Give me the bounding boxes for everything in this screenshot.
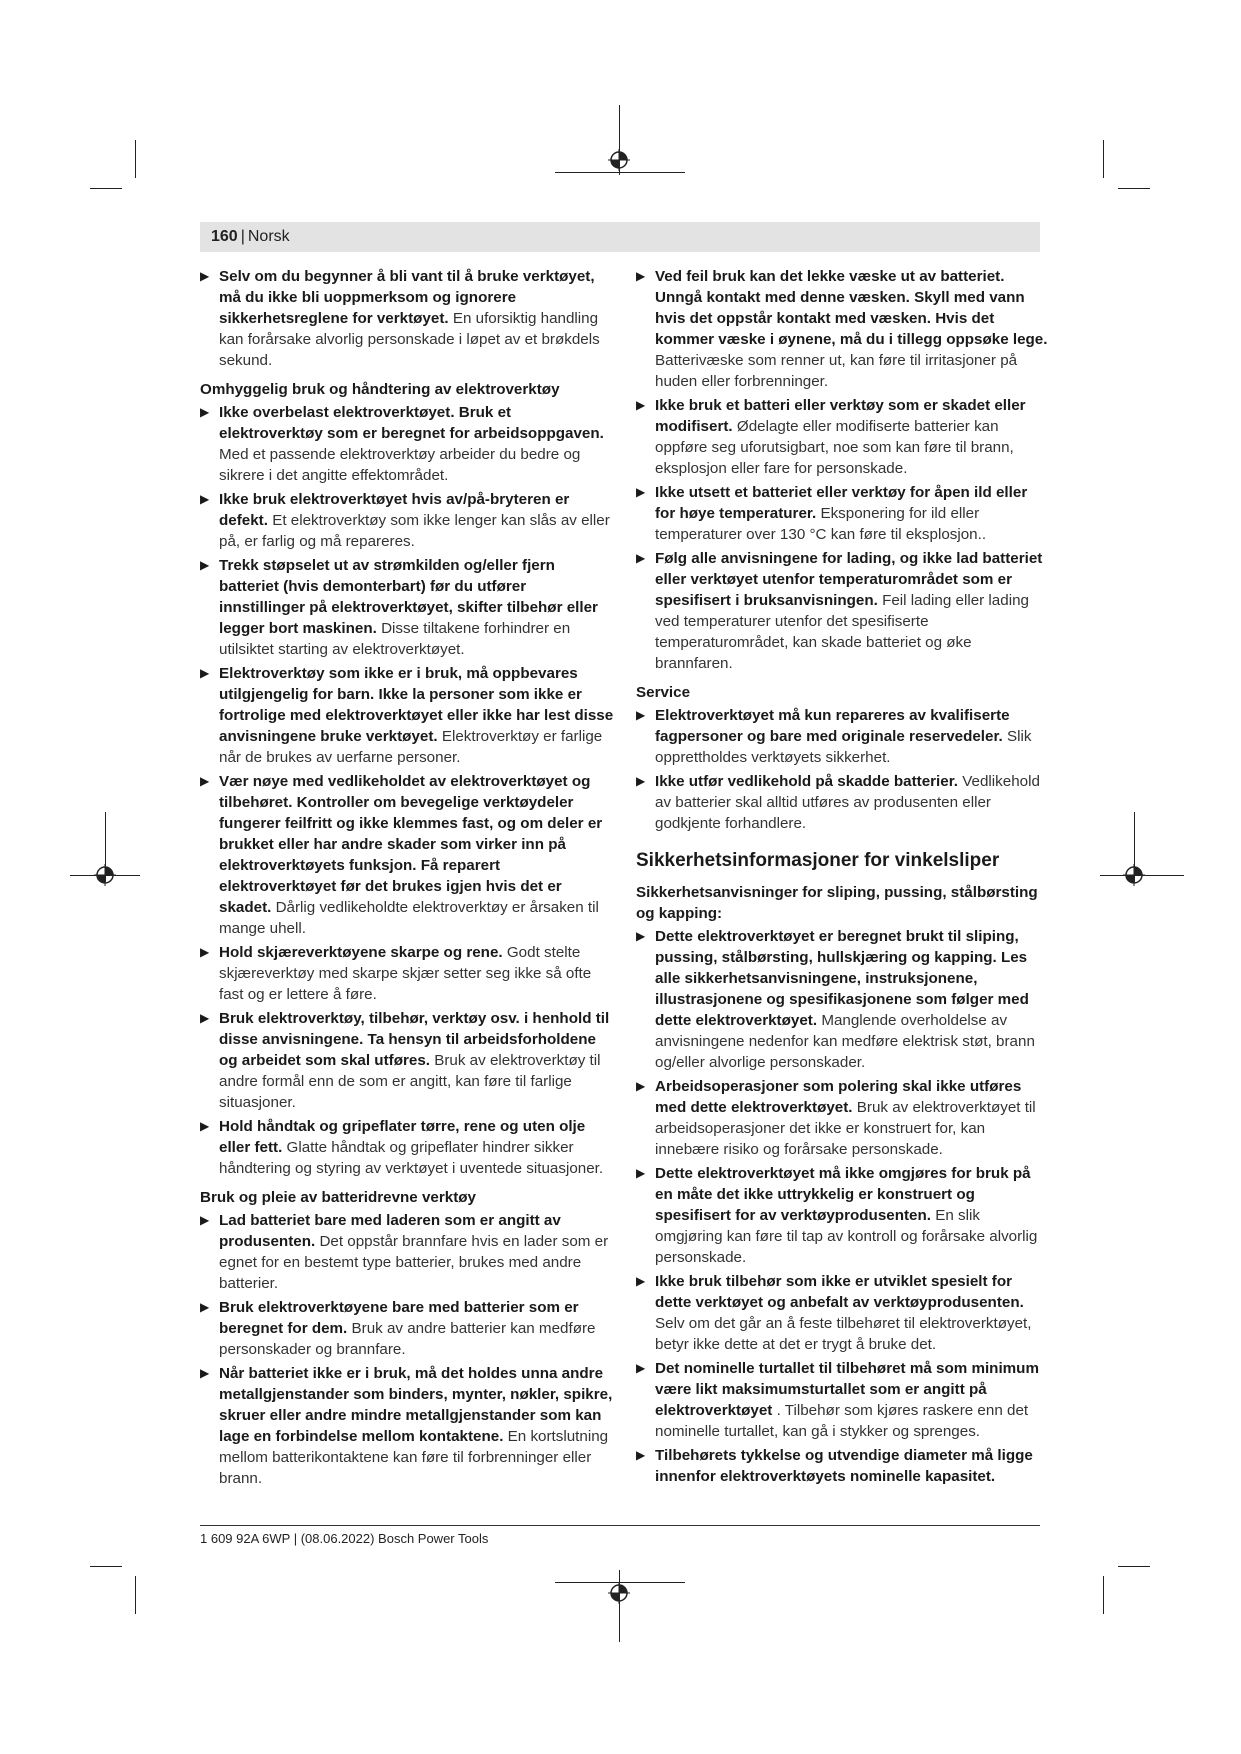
item-lead: Trekk støpselet ut av strømkilden og/eller fjern batteriet (hvis demonterbart) før du utfører innstillinger på elektroverktøyet, skifter tilbehør eller legger bort maskinen. bbox=[219, 557, 598, 637]
bullet-triangle-icon: ▶ bbox=[636, 929, 646, 943]
crop-mark bbox=[1118, 188, 1150, 189]
crop-mark bbox=[135, 1576, 136, 1614]
item-body: Vedlikehold av batterier skal alltid utføres av produsenten eller godkjente forhandlere. bbox=[655, 773, 1040, 832]
item-lead: Tilbehørets tykkelse og utvendige diameter må ligge innenfor elektroverktøyets nominelle kapasitet. bbox=[655, 1447, 1033, 1485]
crop-mark bbox=[90, 188, 122, 189]
item-body: Ødelagte eller modifiserte batterier kan oppføre seg uforutsigbart, noe som kan føre til brann, eksplosjon eller fare for personskade. bbox=[655, 418, 1014, 477]
item-lead: Lad batteriet bare med laderen som er angitt av produsenten. bbox=[219, 1212, 561, 1250]
safety-item bbox=[636, 482, 1051, 545]
bullet-triangle-icon: ▶ bbox=[636, 1361, 646, 1375]
bullet-triangle-icon: ▶ bbox=[200, 1366, 210, 1380]
crop-mark bbox=[90, 1566, 122, 1567]
item-lead: Ikke overbelast elektroverktøyet. Bruk et elektroverktøy som er beregnet for arbeidsoppgaven. bbox=[219, 404, 604, 442]
item-body: Det oppstår brannfare hvis en lader som er egnet for en bestemt type batterier, brukes med andre batterier. bbox=[219, 1233, 609, 1292]
item-lead: Selv om du begynner å bli vant til å bruke verktøyet, må du ikke bli uoppmerksom og ignorere sikkerhetsreglene for verktøyet. bbox=[219, 268, 595, 327]
bullet-triangle-icon: ▶ bbox=[636, 551, 646, 565]
item-body: Disse tiltakene forhindrer en utilsiktet starting av elektroverktøyet. bbox=[219, 620, 571, 658]
item-lead: Ikke bruk elektroverktøyet hvis av/på-bryteren er defekt. bbox=[219, 491, 570, 529]
safety-item bbox=[636, 266, 1051, 392]
safety-item bbox=[200, 555, 615, 660]
page-number: 160 bbox=[211, 228, 238, 245]
safety-item bbox=[200, 1297, 615, 1360]
item-lead: Bruk elektroverktøyene bare med batterier som er beregnet for dem. bbox=[219, 1299, 579, 1337]
crop-mark bbox=[1103, 140, 1104, 178]
registration-mark-icon bbox=[608, 1582, 630, 1604]
safety-item bbox=[636, 1163, 1051, 1268]
safety-item bbox=[636, 1445, 1051, 1487]
crop-mark bbox=[619, 1570, 620, 1642]
item-body: Manglende overholdelse av anvisningene nedenfor kan medføre elektrisk støt, brann og/eller alvorlige personskader. bbox=[655, 1012, 1035, 1071]
bullet-triangle-icon: ▶ bbox=[200, 1011, 210, 1025]
safety-item bbox=[200, 1008, 615, 1113]
item-lead: Når batteriet ikke er i bruk, må det holdes unna andre metallgjenstander som binders, mynter, nøkler, spikre, skruer eller andre mindre metallgjenstander som kan lage en forbindelse mellom kontaktene. bbox=[219, 1365, 613, 1445]
right-column bbox=[636, 266, 1051, 1490]
section-heading: Sikkerhetsinformasjoner for vinkelsliper bbox=[636, 850, 1000, 871]
safety-item bbox=[636, 771, 1051, 834]
safety-item bbox=[200, 1363, 615, 1489]
page-header bbox=[200, 222, 1040, 252]
bullet-triangle-icon: ▶ bbox=[200, 774, 210, 788]
safety-item bbox=[636, 1358, 1051, 1442]
bullet-triangle-icon: ▶ bbox=[200, 405, 210, 419]
crop-mark bbox=[555, 172, 685, 173]
bullet-triangle-icon: ▶ bbox=[200, 558, 210, 572]
item-lead: Vær nøye med vedlikeholdet av elektroverktøyet og tilbehøret. Kontroller om bevegelige verktøydeler fungerer feilfritt og ikke klemmes fast, og om deler er brukket eller har andre skader som virker inn på elektroverktøyets funksjon. Få reparert elektroverktøyet før det brukes igjen hvis det er skadet. bbox=[219, 773, 603, 916]
item-body: . Tilbehør som kjøres raskere enn det nominelle turtallet, kan gå i stykker og sprenges. bbox=[655, 1402, 1029, 1440]
safety-item bbox=[636, 705, 1051, 768]
footer-rule bbox=[200, 1525, 1040, 1526]
item-body: En kortslutning mellom batterikontaktene kan føre til forbrenninger eller brann. bbox=[219, 1428, 609, 1487]
item-body: Feil lading eller lading ved temperaturer utenfor det spesifiserte temperaturområdet, kan skade batteriet og øke brannfaren. bbox=[655, 592, 1029, 672]
left-column bbox=[200, 266, 615, 1492]
safety-item bbox=[200, 402, 615, 486]
safety-item bbox=[200, 663, 615, 768]
crop-mark bbox=[1118, 1566, 1150, 1567]
header-separator: | bbox=[240, 228, 245, 245]
item-lead: Ikke bruk et batteri eller verktøy som er skadet eller modifisert. bbox=[655, 397, 1026, 435]
safety-item bbox=[636, 926, 1051, 1073]
safety-item bbox=[200, 771, 615, 939]
subsection-heading: Omhyggelig bruk og håndtering av elektroverktøy bbox=[200, 381, 560, 398]
item-lead: Elektroverktøyet må kun repareres av kvalifiserte fagpersoner og bare med originale reservedeler. bbox=[655, 707, 1010, 745]
item-body: Selv om det går an å feste tilbehøret til elektroverktøyet, betyr ikke dette at det er trygt å bruke det. bbox=[655, 1315, 1032, 1353]
item-lead: Ikke utsett et batteriet eller verktøy for åpen ild eller for høye temperaturer. bbox=[655, 484, 1028, 522]
safety-item bbox=[200, 942, 615, 1005]
bullet-triangle-icon: ▶ bbox=[636, 269, 646, 283]
item-lead: Arbeidsoperasjoner som polering skal ikke utføres med dette elektroverktøyet. bbox=[655, 1078, 1022, 1116]
item-body: Bruk av elektroverktøy til andre formål enn de som er angitt, kan føre til farlige situasjoner. bbox=[219, 1052, 601, 1111]
bullet-triangle-icon: ▶ bbox=[200, 492, 210, 506]
item-lead: Det nominelle turtallet til tilbehøret må som minimum være likt maksimumsturtallet som er angitt på elektroverktøyet bbox=[655, 1360, 1039, 1419]
bullet-triangle-icon: ▶ bbox=[636, 1079, 646, 1093]
subsection-heading: Sikkerhetsanvisninger for sliping, pussing, stålbørsting og kapping: bbox=[636, 884, 1038, 922]
bullet-triangle-icon: ▶ bbox=[200, 1300, 210, 1314]
item-lead: Dette elektroverktøyet må ikke omgjøres for bruk på en måte det ikke uttrykkelig er konstruert og spesifisert for av verktøyprodusenten. bbox=[655, 1165, 1031, 1224]
safety-item bbox=[636, 395, 1051, 479]
crop-mark bbox=[1103, 1576, 1104, 1614]
subsection-heading: Bruk og pleie av batteridrevne verktøy bbox=[200, 1189, 477, 1206]
item-body: Dårlig vedlikeholdte elektroverktøy er årsaken til mange uhell. bbox=[219, 899, 599, 937]
safety-item bbox=[636, 1271, 1051, 1355]
section-title: Norsk bbox=[247, 228, 290, 245]
item-lead: Ikke bruk tilbehør som ikke er utviklet spesielt for dette verktøyet og anbefalt av verktøyprodusenten. bbox=[655, 1273, 1024, 1311]
item-body: Et elektroverktøy som ikke lenger kan slås av eller på, er farlig og må repareres. bbox=[219, 512, 610, 550]
bullet-triangle-icon: ▶ bbox=[200, 269, 210, 283]
bullet-triangle-icon: ▶ bbox=[200, 666, 210, 680]
item-body: Bruk av andre batterier kan medføre personskader og brannfare. bbox=[219, 1320, 596, 1358]
safety-item bbox=[200, 266, 615, 371]
safety-item bbox=[200, 1116, 615, 1179]
item-body: Godt stelte skjæreverktøy med skarpe skjær setter seg ikke så ofte fast og er lettere å føre. bbox=[219, 944, 592, 1003]
item-body: Glatte håndtak og gripeflater hindrer sikker håndtering og styring av verktøyet i uventede situasjoner. bbox=[219, 1139, 604, 1177]
bullet-triangle-icon: ▶ bbox=[200, 945, 210, 959]
bullet-triangle-icon: ▶ bbox=[636, 398, 646, 412]
item-body: Slik opprettholdes verktøyets sikkerhet. bbox=[655, 728, 1032, 766]
safety-item bbox=[636, 1076, 1051, 1160]
safety-item bbox=[636, 548, 1051, 674]
safety-item bbox=[200, 1210, 615, 1294]
bullet-triangle-icon: ▶ bbox=[636, 708, 646, 722]
bullet-triangle-icon: ▶ bbox=[636, 1448, 646, 1462]
item-lead: Hold håndtak og gripeflater tørre, rene og uten olje eller fett. bbox=[219, 1118, 586, 1156]
safety-item bbox=[200, 489, 615, 552]
item-lead: Bruk elektroverktøy, tilbehør, verktøy osv. i henhold til disse anvisningene. Ta hensyn til arbeidsforholdene og arbeidet som skal utføres. bbox=[219, 1010, 610, 1069]
item-lead: Dette elektroverktøyet er beregnet brukt til sliping, pussing, stålbørsting, hullskjæring og kapping. Les alle sikkerhetsanvisningene, instruksjonene, illustrasjonene og spesifikasjonene som følger med dette elektroverktøyet. bbox=[655, 928, 1029, 1029]
bullet-triangle-icon: ▶ bbox=[636, 1166, 646, 1180]
item-body: Bruk av elektroverktøyet til arbeidsoperasjoner det ikke er konstruert for, kan innebære risiko og forårsake personskade. bbox=[655, 1099, 1036, 1158]
item-lead: Elektroverktøy som ikke er i bruk, må oppbevares utilgjengelig for barn. Ikke la personer som ikke er fortrolige med elektroverktøyet eller ikke har lest disse anvisningene bruke verktøyet. bbox=[219, 665, 614, 745]
bullet-triangle-icon: ▶ bbox=[636, 485, 646, 499]
item-body: En uforsiktig handling kan forårsake alvorlig personskade i løpet av et brøkdels sekund. bbox=[219, 310, 600, 369]
item-lead: Ikke utfør vedlikehold på skadde batterier. bbox=[655, 773, 959, 790]
page-footer: 1 609 92A 6WP | (08.06.2022) Bosch Power Tools bbox=[200, 1531, 489, 1546]
registration-mark-icon bbox=[94, 864, 116, 886]
crop-mark bbox=[135, 140, 136, 178]
bullet-triangle-icon: ▶ bbox=[636, 1274, 646, 1288]
item-body: Elektroverktøy er farlige når de brukes av uerfarne personer. bbox=[219, 728, 603, 766]
item-lead: Hold skjæreverktøyene skarpe og rene. bbox=[219, 944, 503, 961]
item-lead: Følg alle anvisningene for lading, og ikke lad batteriet eller verktøyet utenfor temperaturområdet som er spesifisert i bruksanvisningen. bbox=[655, 550, 1043, 609]
item-body: Eksponering for ild eller temperaturer over 130 °C kan føre til eksplosjon.. bbox=[655, 505, 987, 543]
bullet-triangle-icon: ▶ bbox=[200, 1119, 210, 1133]
bullet-triangle-icon: ▶ bbox=[636, 774, 646, 788]
item-body: Batterivæske som renner ut, kan føre til irritasjoner på huden eller forbrenninger. bbox=[655, 352, 1018, 390]
item-body: En slik omgjøring kan føre til tap av kontroll og forårsake alvorlig personskade. bbox=[655, 1207, 1038, 1266]
subsection-heading: Service bbox=[636, 684, 691, 701]
registration-mark-icon bbox=[1123, 864, 1145, 886]
registration-mark-icon bbox=[608, 149, 630, 171]
item-body: Med et passende elektroverktøy arbeider du bedre og sikrere i det angitte effektområdet. bbox=[219, 446, 581, 484]
bullet-triangle-icon: ▶ bbox=[200, 1213, 210, 1227]
item-lead: Ved feil bruk kan det lekke væske ut av batteriet. Unngå kontakt med denne væsken. Skyll med vann hvis det oppstår kontakt med væsken. Hvis det kommer væske i øynene, må du i tillegg oppsøke lege. bbox=[655, 268, 1048, 348]
